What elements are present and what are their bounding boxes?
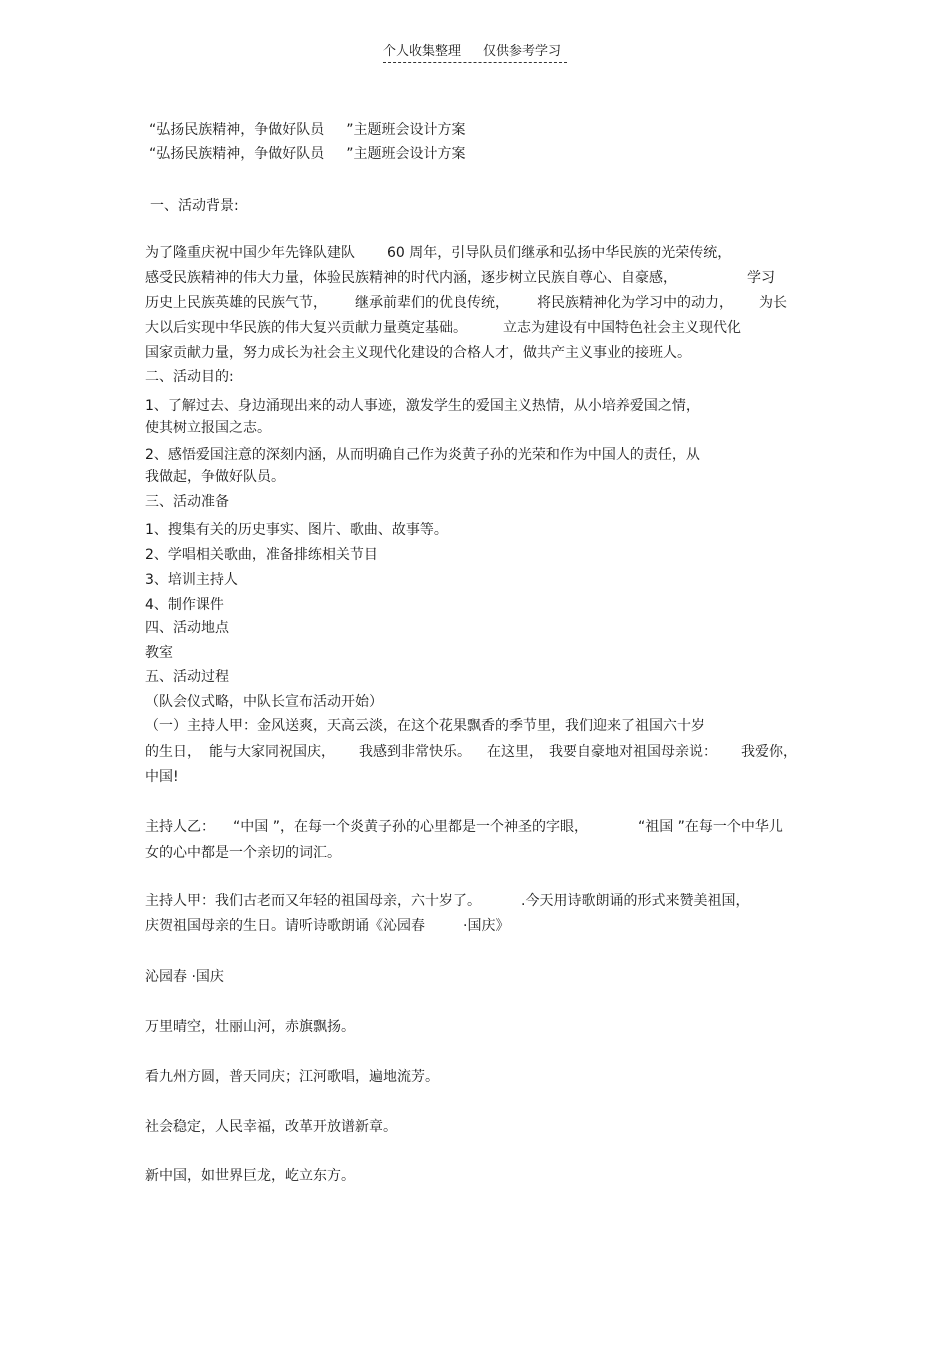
text-run: “中国 ”，在每一个炎黄子孙的心里都是一个神圣的字眼， xyxy=(233,819,588,835)
preparation-item: 1、搜集有关的历史事实、图片、歌曲、故事等。 xyxy=(145,522,448,538)
title-part: “弘扬民族精神，争做好队员 xyxy=(149,122,325,138)
purpose-item-line: 2、感悟爱国注意的深刻内涵，从而明确自己作为炎黄子孙的光荣和作为中国人的责任，从 xyxy=(145,447,700,463)
text-run: 历史上民族英雄的民族气节， xyxy=(145,295,327,311)
text-run: 学习 xyxy=(747,270,775,286)
location-text: 教室 xyxy=(145,645,173,661)
text-run: “祖国 ”在每一个中华儿 xyxy=(637,819,783,835)
text-run: 庆贺祖国母亲的生日。请听诗歌朗诵《沁园春 xyxy=(145,918,425,934)
process-line xyxy=(145,891,749,911)
text-run: 我爱你， xyxy=(741,744,797,760)
text-run: 大以后实现中华民族的伟大复兴贡献力量奠定基础。 xyxy=(145,320,467,336)
purpose-item-line: 使其树立报国之志。 xyxy=(145,420,271,436)
text-run: 主持人乙： xyxy=(145,819,215,835)
text-run: 的生日， xyxy=(145,744,201,760)
text-run: 为长 xyxy=(759,295,787,311)
text-run: 在这里， xyxy=(487,744,543,760)
section-heading-purpose: 二、活动目的: xyxy=(145,369,234,385)
poem-line: 新中国，如世界巨龙，屹立东方。 xyxy=(145,1168,355,1184)
purpose-item-line: 1、了解过去、身边涌现出来的动人事迹，激发学生的爱国主义热情，从小培养爱国之情， xyxy=(145,398,700,414)
poem-title: 沁园春 ·国庆 xyxy=(145,969,224,985)
text-run: 能与大家同祝国庆， xyxy=(209,744,335,760)
preparation-item: 2、学唱相关歌曲，准备排练相关节目 xyxy=(145,547,378,563)
background-paragraph-line xyxy=(145,243,731,263)
header-right-text: 仅供参考学习 xyxy=(483,44,562,59)
text-run: 我要自豪地对祖国母亲说： xyxy=(549,744,717,760)
process-note: （队会仪式略，中队长宣布活动开始） xyxy=(145,694,383,710)
background-paragraph-line xyxy=(145,268,775,288)
preparation-item: 4、制作课件 xyxy=(145,597,224,613)
text-run: 为了隆重庆祝中国少年先锋队建队 xyxy=(145,245,355,261)
text-run: 感受民族精神的伟大力量，体验民族精神的时代内涵，逐步树立民族自尊心、自豪感， xyxy=(145,270,677,286)
text-run: ·国庆》 xyxy=(463,918,510,934)
title-part: “弘扬民族精神，争做好队员 xyxy=(149,146,325,162)
title-part: ”主题班会设计方案 xyxy=(346,146,466,162)
process-line: （一）主持人甲：金风送爽，天高云淡，在这个花果飘香的季节里，我们迎来了祖国六十岁 xyxy=(145,718,705,734)
section-heading-location: 四、活动地点 xyxy=(145,620,229,636)
title-part: ”主题班会设计方案 xyxy=(346,122,466,138)
text-run: 继承前辈们的优良传统， xyxy=(355,295,509,311)
poem-line: 社会稳定，人民幸福，改革开放谱新章。 xyxy=(145,1119,397,1135)
title-line-2 xyxy=(149,144,466,164)
background-paragraph-line xyxy=(145,318,741,338)
background-paragraph-line: 国家贡献力量，努力成长为社会主义现代化建设的合格人才，做共产主义事业的接班人。 xyxy=(145,345,691,361)
text-run: .今天用诗歌朗诵的形式来赞美祖国， xyxy=(521,893,750,909)
header-left-text: 个人收集整理 xyxy=(383,44,462,59)
process-line xyxy=(145,916,509,936)
page-header xyxy=(383,40,567,63)
text-run: 主持人甲：我们古老而又年轻的祖国母亲，六十岁了。 xyxy=(145,893,481,909)
purpose-item-line: 我做起，争做好队员。 xyxy=(145,469,285,485)
text-run: 将民族精神化为学习中的动力， xyxy=(537,295,733,311)
process-line: 女的心中都是一个亲切的词汇。 xyxy=(145,845,341,861)
section-heading-preparation: 三、活动准备 xyxy=(145,494,229,510)
process-line xyxy=(145,817,783,837)
process-line xyxy=(145,742,797,762)
text-run: 立志为建设有中国特色社会主义现代化 xyxy=(503,320,741,336)
process-line: 中国! xyxy=(145,769,179,785)
title-line-1 xyxy=(149,120,466,140)
background-paragraph-line xyxy=(145,293,787,313)
section-heading-background: 一、活动背景: xyxy=(150,198,239,214)
poem-line: 看九州方圆，普天同庆；江河歌唱，遍地流芳。 xyxy=(145,1069,439,1085)
poem-line: 万里晴空，壮丽山河，赤旗飘扬。 xyxy=(145,1019,355,1035)
text-run: 60 周年，引导队员们继承和弘扬中华民族的光荣传统， xyxy=(387,245,732,261)
section-heading-process: 五、活动过程 xyxy=(145,669,229,685)
text-run: 我感到非常快乐。 xyxy=(359,744,471,760)
preparation-item: 3、培训主持人 xyxy=(145,572,238,588)
